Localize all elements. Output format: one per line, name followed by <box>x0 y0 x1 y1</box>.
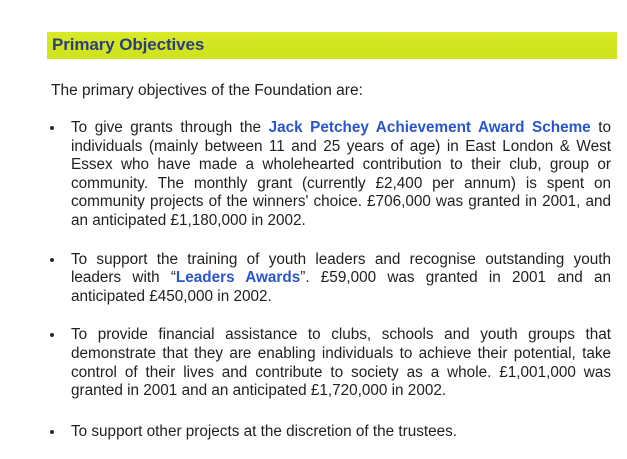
bullet-highlight-term: Jack Petchey Achievement Award Scheme <box>268 119 591 136</box>
list-item <box>49 251 611 307</box>
bullet-dot-icon <box>50 430 54 434</box>
list-item <box>49 119 611 231</box>
section-heading-band <box>47 32 617 59</box>
bullet-dot-icon <box>50 333 54 337</box>
bullet-text-lead: To support other projects at the discretion of the trustees. <box>71 422 458 440</box>
bullet-text-lead: To give grants through the <box>71 119 269 136</box>
bullet-text-rest: ”. £59,000 was granted in 2001 and an anticipated £450,000 in 2002. <box>71 269 611 305</box>
page-title: Primary Objectives <box>52 35 205 54</box>
intro-paragraph: The primary objectives of the Foundation are: <box>51 82 363 99</box>
list-item <box>49 423 611 442</box>
list-item <box>49 326 611 400</box>
bullet-text-lead: To support the training of youth leaders and recognise outstanding youth leaders with “ <box>71 250 611 287</box>
bullet-text-lead: To provide financial assistance to clubs, schools and youth groups that demonstrate that they are enabling individuals to achieve their potential, take control of their lives and contribute to society as a whole. £1,001,000 was granted in 2001 and an anticipated £1,720,000 in 2002. <box>71 326 611 400</box>
bullet-text-rest: to individuals (mainly between 11 and 25 years of age) in East London & West Essex who have made a wholehearted contribution to their club, group or community. The monthly grant (currently £2,400 per annum) is spent on community projects of the winners' choice. £706,000 was granted in 2001, and an anticipated £1,180,000 in 2002. <box>71 119 611 229</box>
bullet-dot-icon <box>50 258 54 262</box>
bullet-highlight-term: Leaders Awards <box>175 269 301 287</box>
bullet-dot-icon <box>50 126 54 130</box>
objectives-list <box>49 119 611 441</box>
